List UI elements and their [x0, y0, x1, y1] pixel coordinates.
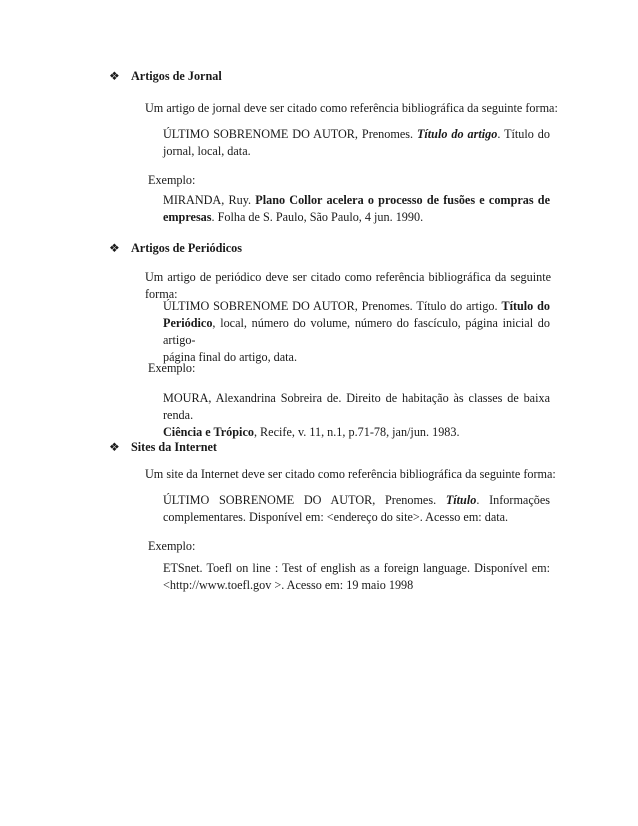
section-artigos-de-periodicos: [109, 240, 551, 439]
format-reference: ÚLTIMO SOBRENOME DO AUTOR, Prenomes. Título. Informações complementares. Disponível em: <endereço do site>. Acesso em: data.: [163, 493, 550, 524]
example-label: Exemplo:: [148, 539, 196, 553]
section-artigos-de-jornal: [109, 68, 558, 228]
section-heading: [109, 68, 551, 85]
diamond-bullet-icon: ❖: [109, 241, 120, 255]
format-reference: ÚLTIMO SOBRENOME DO AUTOR, Prenomes. Título do artigo. Título do jornal, local, data.: [163, 127, 550, 158]
example-label: Exemplo:: [148, 361, 196, 375]
example-reference: ETSnet. Toefl on line : Test of english as a foreign language. Disponível em: <http://www.toefl.gov >. Acesso em: 19 maio 1998: [163, 561, 550, 592]
diamond-bullet-icon: ❖: [109, 69, 120, 83]
section-heading: [109, 240, 551, 257]
format-title: Título do artigo: [416, 127, 498, 141]
diamond-bullet-icon: ❖: [109, 440, 120, 454]
example-reference: MOURA, Alexandrina Sobreira de. Direito de habitação às classes de baixa renda. Ciência e Trópico, Recife, v. 11, n.1, p.71-78, jan/jun. 1983.: [163, 391, 550, 439]
section-intro: Um artigo de jornal deve ser citado como referência bibliográfica da seguinte forma:: [145, 101, 558, 115]
section-heading: [109, 439, 551, 456]
format-title: Título do: [501, 299, 551, 313]
format-reference: ÚLTIMO SOBRENOME DO AUTOR, Prenomes. Título do artigo. Título do Periódico, local, número do volume, número do fascículo, página inicial do artigo- página final do artigo, data.: [163, 299, 551, 364]
format-title: Título: [445, 493, 477, 507]
section-heading-text: Artigos de Periódicos: [131, 241, 243, 255]
section-sites-da-internet: [109, 439, 556, 599]
example-reference: MIRANDA, Ruy. Plano Collor acelera o processo de fusões e compras de empresas. Folha de S. Paulo, São Paulo, 4 jun. 1990.: [163, 193, 550, 224]
section-intro: Um artigo de periódico deve ser citado como referência bibliográfica da seguinte forma:: [145, 270, 551, 301]
section-heading-text: Artigos de Jornal: [131, 69, 222, 83]
section-heading-text: Sites da Internet: [131, 440, 217, 454]
section-intro: Um site da Internet deve ser citado como referência bibliográfica da seguinte forma:: [145, 467, 556, 481]
example-label: Exemplo:: [148, 173, 196, 187]
